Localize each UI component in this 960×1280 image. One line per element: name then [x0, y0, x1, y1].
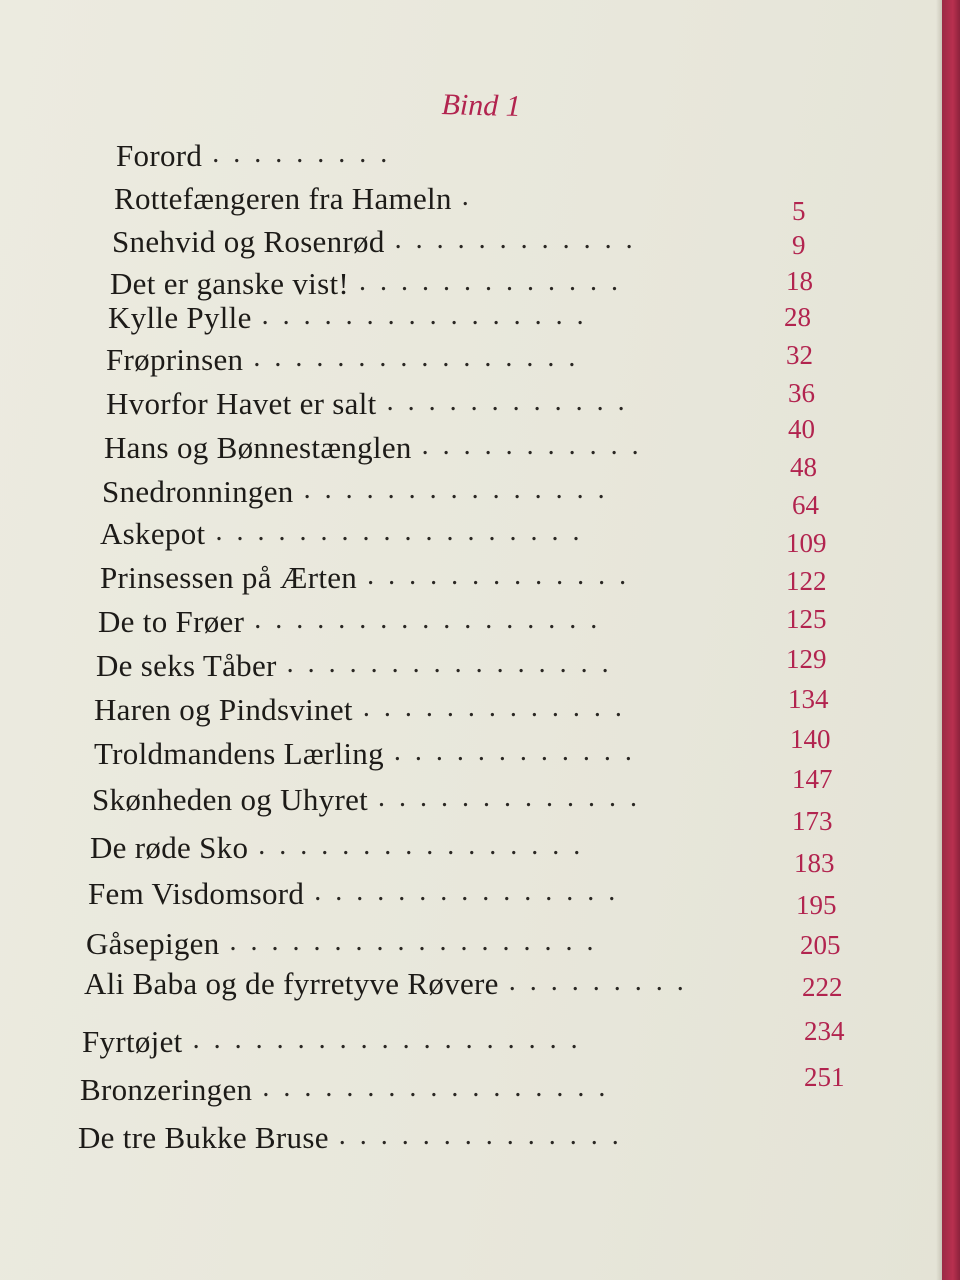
- toc-entry-title: Fem Visdomsord: [88, 876, 305, 911]
- dot-leader: ...............: [314, 876, 630, 907]
- toc-page-number: 251: [804, 1062, 845, 1092]
- dot-leader: ..................: [215, 516, 594, 547]
- toc-page-number: 125: [786, 604, 827, 634]
- toc-page-number: 40: [788, 414, 815, 444]
- toc-page-number: 234: [804, 1016, 845, 1046]
- toc-entry-title: Frøprinsen: [106, 342, 244, 377]
- dot-leader: ............: [394, 224, 647, 255]
- toc-entry-title: Kylle Pylle: [108, 300, 252, 335]
- toc-entry-title: Hvorfor Havet er salt: [106, 386, 377, 421]
- toc-entry-title: De seks Tåber: [96, 648, 277, 683]
- dot-leader: ................: [286, 648, 623, 679]
- toc-entry-title: Gåsepigen: [86, 926, 220, 961]
- toc-page-number: 205: [800, 930, 841, 960]
- toc-entry-title: Snehvid og Rosenrød: [112, 224, 385, 259]
- toc-entry-title: Skønheden og Uhyret: [92, 782, 369, 817]
- toc-page-number: 9: [792, 230, 806, 260]
- dot-leader: .........: [508, 966, 698, 997]
- toc-entry-title: De tre Bukke Bruse: [78, 1120, 329, 1155]
- toc-entry-title: De to Frøer: [98, 604, 245, 639]
- dot-leader: ..............: [338, 1120, 633, 1151]
- toc-page-number: 173: [792, 806, 833, 836]
- toc-entry-title: Askepot: [100, 516, 206, 551]
- dot-leader: ...................: [192, 1024, 592, 1055]
- toc-entry-title: Forord: [116, 138, 203, 173]
- toc-page-number: 36: [788, 378, 815, 408]
- toc-entry-title: Bronzeringen: [80, 1072, 253, 1107]
- toc-entry-title: Det er ganske vist!: [110, 266, 349, 301]
- toc-page-number: 222: [802, 972, 843, 1002]
- toc-entry-title: Rottefængeren fra Hameln: [114, 181, 452, 216]
- dot-leader: ............: [393, 736, 646, 767]
- toc-entry-title: Haren og Pindsvinet: [94, 692, 353, 727]
- dot-leader: ...............: [303, 474, 619, 505]
- toc-page-number: 183: [794, 848, 835, 878]
- dot-leader: .............: [359, 266, 632, 297]
- dot-leader: ...........: [421, 430, 653, 461]
- dot-leader: .................: [262, 1072, 620, 1103]
- dot-leader: .........: [212, 138, 402, 169]
- dot-leader: ..................: [229, 926, 608, 957]
- toc-page-number: 5: [792, 196, 806, 226]
- toc-page-number: 140: [790, 724, 831, 754]
- toc-entry-title: Fyrtøjet: [82, 1024, 183, 1059]
- dot-leader: .............: [378, 782, 652, 813]
- dot-leader: ................: [253, 342, 590, 373]
- dot-leader: .: [461, 181, 483, 212]
- toc-entry-title: Hans og Bønnestænglen: [104, 430, 412, 465]
- toc-entry-title: Troldmandens Lærling: [94, 736, 384, 771]
- toc-page-number: 134: [788, 684, 829, 714]
- toc-entry-title: Prinsessen på Ærten: [100, 560, 358, 595]
- toc-page-number: 109: [786, 528, 827, 558]
- dot-leader: ............: [386, 386, 639, 417]
- toc-page-number: 18: [786, 266, 813, 296]
- toc-page-number: 48: [790, 452, 817, 482]
- toc-page-number: 195: [796, 890, 837, 920]
- toc-page-number: 64: [792, 490, 819, 520]
- dot-leader: .................: [254, 604, 612, 635]
- toc-page-number: 28: [784, 302, 811, 332]
- toc-entry-title: De røde Sko: [90, 830, 249, 865]
- dot-leader: .............: [362, 692, 636, 723]
- dot-leader: ................: [261, 300, 598, 331]
- toc-page-number: 147: [792, 764, 833, 794]
- toc-entry-title: Snedronningen: [102, 474, 294, 509]
- toc-page-number: 129: [786, 644, 827, 674]
- toc-page-number: 32: [786, 340, 813, 370]
- toc-entry-title: Ali Baba og de fyrretyve Røvere: [84, 966, 499, 1001]
- volume-heading: Bind 1: [441, 88, 522, 124]
- dot-leader: ................: [258, 830, 595, 861]
- dot-leader: .............: [367, 560, 641, 591]
- toc-page-number: 122: [786, 566, 827, 596]
